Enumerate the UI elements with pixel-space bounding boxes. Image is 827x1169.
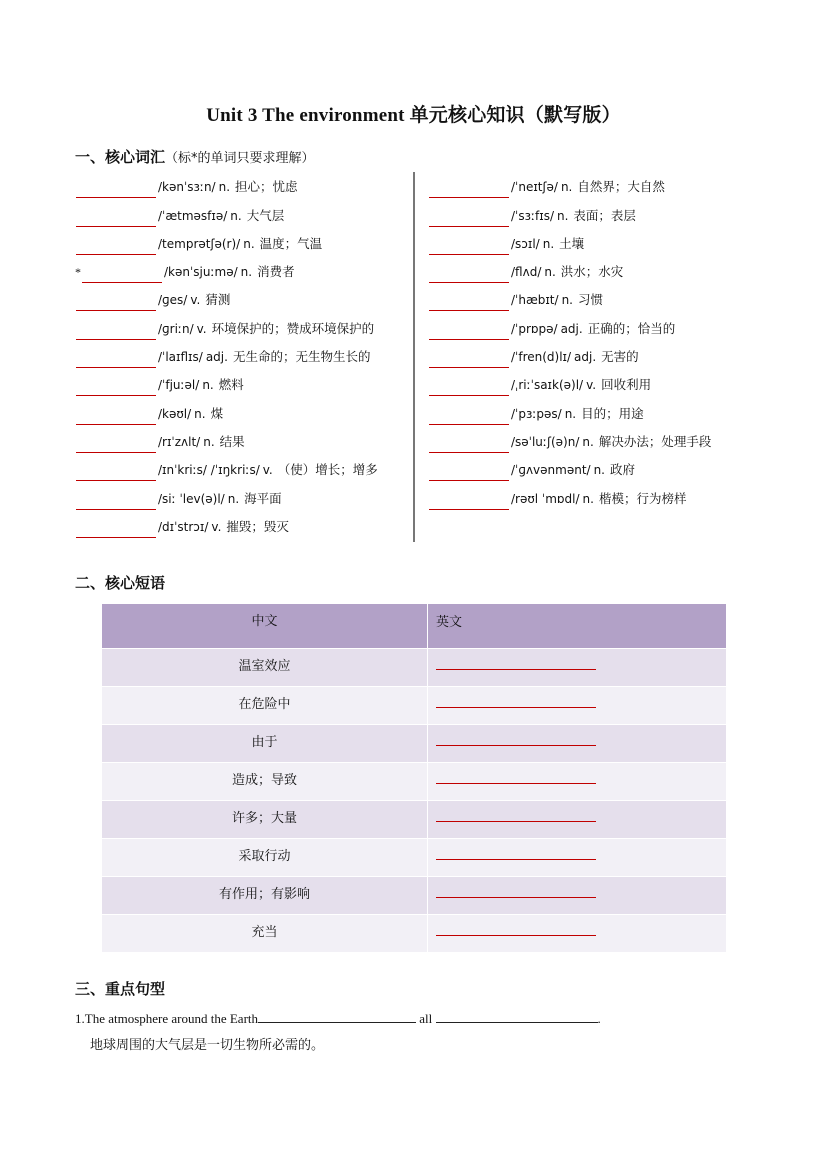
vocab-item: [428, 425, 711, 453]
vocab-part-of-speech: adj.: [574, 350, 597, 365]
phrase-answer-blank[interactable]: [436, 783, 596, 784]
vocab-answer-blank[interactable]: [76, 296, 156, 311]
vocab-phonetic: /dɪˈstrɔɪ/: [158, 519, 209, 534]
vocab-part-of-speech: n.: [240, 265, 253, 280]
vocab-part-of-speech: n.: [582, 434, 594, 449]
phrase-chinese: 充当: [102, 915, 428, 953]
phrases-header-row: [102, 604, 727, 649]
vocab-item: [428, 198, 711, 226]
vocab-phonetic: /səˈluːʃ(ə)n/: [511, 434, 580, 449]
phrase-english-cell: [428, 725, 727, 763]
vocab-meaning: 猜测: [205, 292, 231, 308]
vocab-part-of-speech: n.: [203, 434, 215, 449]
vocab-phonetic: /ˈprɒpə/: [511, 321, 558, 336]
vocab-answer-blank[interactable]: [76, 438, 156, 453]
phrase-row: [102, 801, 727, 839]
vocab-part-of-speech: n.: [202, 378, 214, 393]
vocab-answer-blank[interactable]: [429, 183, 509, 198]
vocab-meaning: 大气层: [246, 207, 285, 223]
vocab-answer-blank[interactable]: [76, 495, 156, 510]
vocab-phonetic: /rɪˈzʌlt/: [158, 434, 201, 449]
phrase-english-cell: [428, 915, 727, 953]
phrase-english-cell: [428, 801, 727, 839]
vocab-phonetic: /rəʊl ˈmɒdl/: [511, 491, 580, 506]
vocab-phonetic: /ˈsɜːfɪs/: [511, 208, 554, 223]
vocab-meaning: 洪水；水灾: [560, 264, 624, 280]
vocab-item: [75, 425, 378, 453]
vocab-meaning: 解决办法；处理手段: [598, 433, 712, 449]
vocab-answer-blank[interactable]: [429, 438, 509, 453]
vocab-phonetic: /ɪnˈkriːs/ /ˈɪŋkriːs/: [158, 463, 260, 478]
vocab-item: [428, 227, 711, 255]
sentences-section-heading: 三、重点句型: [75, 980, 166, 998]
phrase-chinese: 在危险中: [102, 687, 428, 725]
vocab-item: [75, 227, 378, 255]
vocab-meaning: 煤: [210, 405, 224, 421]
vocab-item: [428, 255, 711, 283]
vocab-phonetic: /ˈfren(d)lɪ/: [511, 350, 572, 365]
vocab-phonetic: /ˈætməsfɪə/: [158, 208, 228, 223]
vocab-answer-blank[interactable]: [76, 240, 156, 255]
vocab-item: [75, 283, 378, 311]
vocab-answer-blank[interactable]: [429, 325, 509, 340]
vocab-answer-blank[interactable]: [76, 381, 156, 396]
vocab-part-of-speech: v.: [211, 519, 222, 534]
vocab-phonetic: /ˈneɪtʃə/: [511, 180, 558, 195]
vocab-part-of-speech: n.: [194, 406, 206, 421]
phrase-answer-blank[interactable]: [436, 897, 596, 898]
phrase-row: [102, 687, 727, 725]
vocab-meaning: 摧毁；毁灭: [226, 518, 289, 534]
sentence-1-blank-1[interactable]: [258, 1008, 416, 1023]
vocab-phonetic: /ˈpɜːpəs/: [511, 406, 562, 421]
vocab-meaning: 海平面: [244, 490, 282, 506]
vocab-item: [75, 396, 378, 424]
vocab-item: [75, 453, 378, 481]
column-divider: [413, 172, 415, 542]
vocab-item: [75, 311, 378, 339]
vocab-meaning: 结果: [219, 433, 245, 449]
sentence-1-middle: all: [416, 1011, 436, 1026]
vocab-part-of-speech: n.: [582, 491, 594, 506]
vocab-phonetic: /ˈlaɪflɪs/: [158, 350, 203, 365]
vocab-meaning: 政府: [610, 462, 636, 478]
phrases-section-heading: 二、核心短语: [75, 574, 166, 592]
phrases-body: [102, 649, 727, 953]
vocab-item: [428, 481, 711, 509]
phrase-answer-blank[interactable]: [436, 669, 596, 670]
vocab-answer-blank[interactable]: [429, 353, 509, 368]
vocab-item: [75, 255, 378, 283]
vocab-answer-blank[interactable]: [429, 466, 509, 481]
vocab-meaning: 自然界；大自然: [577, 179, 665, 195]
vocab-phonetic: /kənˈsɜːn/: [158, 180, 216, 195]
vocab-meaning: 环境保护的；赞成环境保护的: [211, 320, 375, 336]
vocab-item: [428, 368, 711, 396]
vocab-part-of-speech: v.: [586, 378, 597, 393]
phrase-answer-blank[interactable]: [436, 859, 596, 860]
vocab-item: [428, 396, 711, 424]
phrase-english-cell: [428, 687, 727, 725]
phrase-english-cell: [428, 877, 727, 915]
phrase-chinese: 有作用；有影响: [102, 877, 428, 915]
vocab-part-of-speech: n.: [561, 293, 573, 308]
phrase-row: [102, 725, 727, 763]
vocab-meaning: 表面；表层: [573, 207, 636, 223]
sentence-1-blank-2[interactable]: [436, 1008, 598, 1023]
vocab-phonetic: /ˌriːˈsaɪk(ə)l/: [511, 378, 584, 393]
phrase-chinese: 由于: [102, 725, 428, 763]
vocab-item: [428, 283, 711, 311]
vocab-item: [75, 170, 378, 198]
vocab-item: [75, 198, 378, 226]
vocab-part-of-speech: v.: [262, 463, 273, 478]
vocab-answer-blank[interactable]: [429, 212, 509, 227]
vocab-answer-blank[interactable]: [429, 381, 509, 396]
sentence-1-end: .: [597, 1011, 601, 1026]
header-english: 英文: [428, 604, 727, 649]
vocab-answer-blank[interactable]: [429, 410, 509, 425]
vocab-left-column: [75, 170, 378, 538]
vocab-phonetic: /ɡes/: [158, 293, 188, 308]
vocab-answer-blank[interactable]: [82, 268, 162, 283]
vocab-part-of-speech: adj.: [205, 350, 228, 365]
phrase-answer-blank[interactable]: [436, 821, 596, 822]
sentence-1-translation: 地球周围的大气层是一切生物所必需的。: [90, 1038, 325, 1053]
vocab-item: [428, 311, 711, 339]
vocab-phonetic: /flʌd/: [511, 265, 542, 280]
vocab-part-of-speech: n.: [593, 463, 605, 478]
vocab-part-of-speech: n.: [564, 406, 577, 421]
vocab-answer-blank[interactable]: [76, 183, 156, 198]
vocab-meaning: 目的；用途: [581, 405, 644, 421]
vocab-part-of-speech: n.: [218, 180, 231, 195]
vocab-phonetic: /kəʊl/: [158, 406, 192, 421]
vocab-part-of-speech: v.: [190, 293, 201, 308]
phrase-chinese: 造成；导致: [102, 763, 428, 801]
vocab-meaning: （使）增长；增多: [277, 462, 378, 478]
phrase-chinese: 采取行动: [102, 839, 428, 877]
vocab-item: [75, 340, 378, 368]
vocab-answer-blank[interactable]: [429, 495, 509, 510]
sentence-1: [75, 1008, 601, 1027]
vocab-part-of-speech: n.: [230, 208, 242, 223]
vocab-meaning: 温度；气温: [259, 235, 323, 251]
phrase-answer-blank[interactable]: [436, 745, 596, 746]
page-title: Unit 3 The environment 单元核心知识（默写版）: [206, 105, 621, 126]
vocab-meaning: 习惯: [577, 292, 603, 308]
vocab-heading-text: 一、核心词汇: [75, 148, 166, 166]
vocab-meaning: 无害的: [601, 349, 639, 365]
vocab-answer-blank[interactable]: [76, 466, 156, 481]
header-chinese: 中文: [102, 604, 428, 649]
vocab-phonetic: /ɡriːn/: [158, 321, 194, 336]
vocab-item: [428, 340, 711, 368]
vocab-answer-blank[interactable]: [76, 523, 156, 538]
phrase-english-cell: [428, 649, 727, 687]
phrase-english-cell: [428, 839, 727, 877]
vocab-phonetic: /siː ˈlev(ə)l/: [158, 491, 225, 506]
vocab-part-of-speech: adj.: [560, 321, 583, 336]
vocab-part-of-speech: n.: [542, 236, 555, 251]
phrase-row: [102, 915, 727, 953]
vocab-answer-blank[interactable]: [429, 268, 509, 283]
vocab-part-of-speech: n.: [557, 208, 569, 223]
vocab-meaning: 楷模；行为榜样: [598, 490, 687, 506]
vocab-item: [75, 481, 378, 509]
vocab-part-of-speech: n.: [544, 265, 556, 280]
vocab-item: [428, 453, 711, 481]
vocab-note: （标*的单词只要求理解）: [165, 151, 315, 166]
phrase-row: [102, 649, 727, 687]
vocab-phonetic: /ˈfjuːəl/: [158, 378, 200, 393]
phrases-table: [101, 603, 727, 953]
phrase-answer-blank[interactable]: [436, 707, 596, 708]
vocab-meaning: 担心；忧虑: [235, 179, 298, 195]
vocab-meaning: 回收利用: [601, 377, 652, 393]
vocab-part-of-speech: n.: [227, 491, 240, 506]
phrase-chinese: 许多；大量: [102, 801, 428, 839]
vocab-answer-blank[interactable]: [76, 410, 156, 425]
vocab-phonetic: /sɔɪl/: [511, 236, 540, 251]
vocab-meaning: 无生命的；无生物生长的: [232, 349, 371, 365]
vocab-right-column: [428, 170, 711, 510]
phrase-row: [102, 763, 727, 801]
phrase-chinese: 温室效应: [102, 649, 428, 687]
vocab-item: [75, 368, 378, 396]
vocab-answer-blank[interactable]: [429, 240, 509, 255]
vocab-part-of-speech: n.: [560, 180, 573, 195]
vocab-phonetic: /ˈɡʌvənmənt/: [511, 463, 591, 478]
vocab-item: [428, 170, 711, 198]
vocab-meaning: 消费者: [257, 264, 295, 280]
vocab-section-heading: [75, 146, 315, 167]
vocab-answer-blank[interactable]: [76, 212, 156, 227]
vocab-item: [75, 510, 378, 538]
vocab-meaning: 正确的；恰当的: [587, 320, 676, 336]
vocab-phonetic: /kənˈsjuːmə/: [164, 265, 238, 280]
sentence-1-start: 1.The atmosphere around the Earth: [75, 1011, 259, 1026]
phrase-english-cell: [428, 763, 727, 801]
vocab-answer-blank[interactable]: [76, 325, 156, 340]
phrase-row: [102, 839, 727, 877]
vocab-phonetic: /ˈhæbɪt/: [511, 293, 559, 308]
vocab-meaning: 燃料: [218, 377, 244, 393]
vocab-part-of-speech: v.: [196, 321, 207, 336]
vocab-answer-blank[interactable]: [76, 353, 156, 368]
vocab-part-of-speech: n.: [243, 236, 255, 251]
vocab-meaning: 土壤: [559, 235, 585, 251]
vocab-phonetic: /temprətʃə(r)/: [158, 236, 241, 251]
vocab-answer-blank[interactable]: [429, 296, 509, 311]
phrase-answer-blank[interactable]: [436, 935, 596, 936]
phrase-row: [102, 877, 727, 915]
vocab-star: *: [75, 265, 81, 280]
